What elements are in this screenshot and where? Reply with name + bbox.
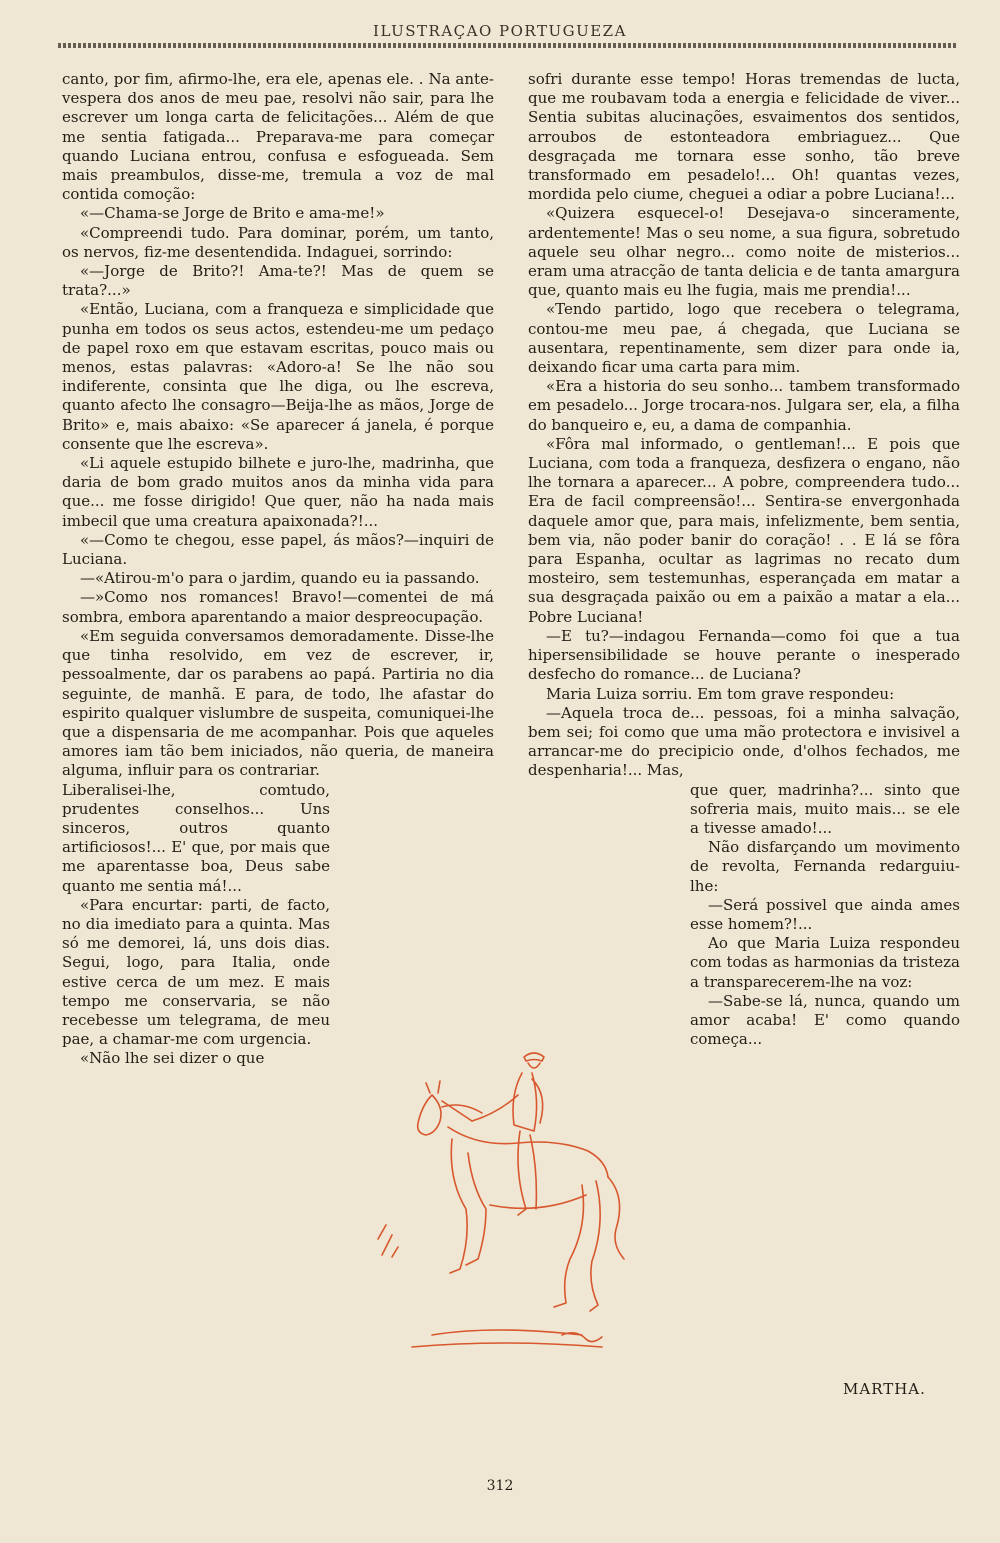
paragraph: «Não lhe sei dizer o que <box>80 1049 265 1068</box>
right-column-indented <box>690 781 960 1050</box>
header-rule <box>58 43 958 48</box>
paragraph: «Em seguida conversamos demoradamente. Disse-lhe que tinha resolvido, em vez de escrever, ir, pessoalmente, dar os parabens ao papá. Partiria no dia seguinte, de manhã. E para, de todo, lhe afastar do espirito qualquer vislumbre de suspeita, comuniquei-lhe que a dispensaria de me acompanhar. Pois que aqueles amores iam tão bem iniciados, não queria, de maneira alguma, influir para os contrariar. <box>62 626 494 780</box>
paragraph: «Era a historia do seu sonho... tambem transformado em pesadelo... Jorge trocara-nos. Julgara ser, ela, a filha do banqueiro e, eu, a dama de companhia. <box>528 377 960 434</box>
page-number: 312 <box>486 1478 514 1494</box>
author-signature: MARTHA. <box>843 1380 926 1398</box>
left-column-narrow <box>62 781 330 1069</box>
paragraph: —E tu?—indagou Fernanda—como foi que a tua hipersensibilidade se houve perante o inesperado desfecho do romance... de Luciana? <box>528 626 960 684</box>
paragraph: «Quizera esquecel-o! Desejava-o sinceramente, ardentemente! Mas o seu nome, a sua figura, sobretudo aquele seu olhar negro... como noite de misterios... eram uma atracção de tanta delicia e de tanta amargura que, quanto mais eu lhe fugia, mais me prendia!... <box>528 204 960 300</box>
paragraph: «Tendo partido, logo que recebera o telegrama, contou-me meu pae, á chegada, que Luciana se ausentara, repentinamente, sem dizer para onde ia, deixando ficar uma carta para mim. <box>528 300 960 377</box>
paragraph: «—Jorge de Brito?! Ama-te?! Mas de quem se trata?...» <box>62 262 494 300</box>
right-column <box>528 70 960 1049</box>
paragraph: «Então, Luciana, com a franqueza e simplicidade que punha em todos os seus actos, estendeu-me um pedaço de papel roxo em que estavam escritas, pouco mais ou menos, estas palavras: «Adoro-a! Se lhe não sou indiferente, consinta que lhe diga, ou lhe escreva, quanto afecto lhe consagro—Beija-lhe as mãos, Jorge de Brito» e, mais abaixo: «Se aparecer á janela, é porque consente que lhe escreva». <box>62 300 494 453</box>
paragraph: —«Atirou-m'o para o jardim, quando eu ia passando. <box>80 569 480 588</box>
paragraph: —Será possivel que ainda ames esse homem?!... <box>690 895 960 933</box>
paragraph: canto, por fim, afirmo-lhe, era ele, apenas ele. . Na ante-vespera dos anos de meu pae, resolvi não sair, para lhe escrever um longa carta de felicitações... Além de que me sentia fatigada... Preparava-me para começar quando Luciana entrou, confusa e esfogueada. Sem mais preambulos, disse-me, tremula a voz de mal contida comoção: <box>62 70 494 204</box>
paragraph: «—Como te chegou, esse papel, ás mãos?—inquiri de Luciana. <box>62 530 494 569</box>
paragraph: Maria Luiza sorriu. Em tom grave respondeu: <box>546 684 895 703</box>
paragraph: —Aquela troca de... pessoas, foi a minha salvação, bem sei; foi como que uma mão protectora e invisivel a arrancar-me do precipicio onde, d'olhos fechados, me despenharia!... Mas, <box>528 703 960 780</box>
paragraph: Não disfarçando um movimento de revolta, Fernanda redarguiu-lhe: <box>690 838 960 895</box>
paragraph: «Compreendi tudo. Para dominar, porém, um tanto, os nervos, fiz-me desentendida. Indaguei, sorrindo: <box>62 223 494 261</box>
paragraph: —»Como nos romances! Bravo!—comentei de má sombra, embora aparentando a maior despreocupação. <box>62 588 494 626</box>
horse-rider-sketch-icon <box>372 1035 642 1365</box>
masthead: ILUSTRAÇAO PORTUGUEZA <box>373 22 627 40</box>
paragraph: «Li aquele estupido bilhete e juro-lhe, madrinha, que daria de bom grado muitos anos da minha vida para que... me fosse dirigido! Que quer, não ha nada mais imbecil que uma creatura apaixonada?!... <box>62 454 494 530</box>
paragraph: que quer, madrinha?... sinto que sofreria mais, muito mais... se ele a tivesse amado!... <box>690 780 960 837</box>
paragraph: sofri durante esse tempo! Horas tremendas de lucta, que me roubavam toda a energia e felicidade de viver... Sentia subitas alucinações, esvaimentos dos sentidos, arroubos de estonteadora embriaguez... Que desgraçada me tornara esse sonho, tão breve transformado em pesadelo!... Oh! quantas vezes, mordida pelo ciume, cheguei a odiar a pobre Luciana!... <box>528 70 960 204</box>
paragraph: —Sabe-se lá, nunca, quando um amor acaba! E' como quando começa... <box>690 991 960 1049</box>
paragraph: «Para encurtar: parti, de facto, no dia imediato para a quinta. Mas só me demorei, lá, uns dois dias. Segui, logo, para Italia, onde estive cerca de um mez. E mais tempo me conservaria, se não recebesse um telegrama, de meu pae, a chamar-me com urgencia. <box>62 895 330 1049</box>
paragraph: «—Chama-se Jorge de Brito e ama-me!» <box>80 204 385 223</box>
left-column <box>62 70 494 1069</box>
paragraph: «Fôra mal informado, o gentleman!... E pois que Luciana, com toda a franqueza, desfizera o engano, não lhe tornara a aparecer... A pobre, compreendera tudo... Era de facil compreensão!... Sentira-se envergonhada daquele amor que, para mais, infelizmente, bem sentia, bem via, não poder banir do coração! . . E lá se fôra para Espanha, ocultar as lagrimas no recato dum mosteiro, sem testemunhas, esperançada em matar a sua desgraçada paixão ou em a paixão a matar a ela... Pobre Luciana! <box>528 434 960 626</box>
paragraph: Liberalisei-lhe, comtudo, prudentes conselhos... Uns sinceros, outros quanto artificiosos!... E' que, por mais que me aparentasse boa, Deus sabe quanto me sentia má!... <box>62 780 330 895</box>
paragraph: Ao que Maria Luiza respondeu com todas as harmonias da tristeza a transparecerem-lhe na voz: <box>690 934 960 991</box>
